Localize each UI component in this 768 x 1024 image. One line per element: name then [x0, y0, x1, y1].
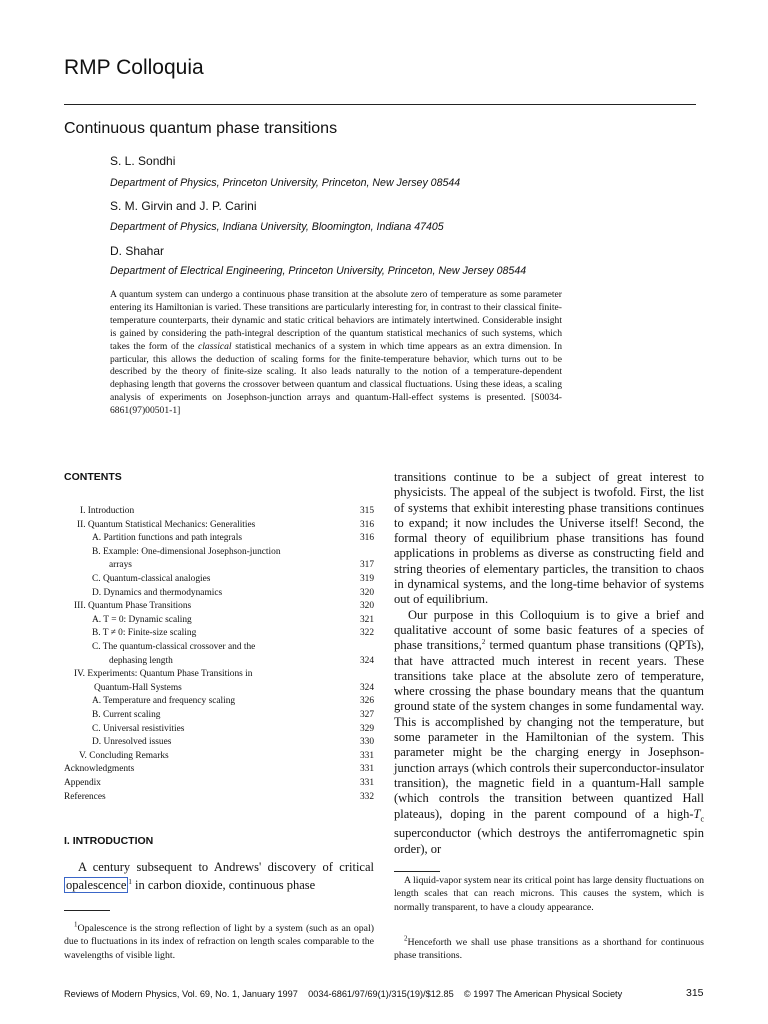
- toc-entry-title: B. T ≠ 0: Finite-size scaling: [92, 628, 197, 639]
- toc-entry-page: 315: [359, 506, 374, 516]
- toc-entry-page: 331: [359, 764, 374, 775]
- toc-entry-title: Acknowledgments: [64, 764, 135, 775]
- author-3: D. Shahar: [110, 244, 165, 258]
- page-number: 315: [686, 987, 704, 999]
- toc-entry: [64, 520, 374, 533]
- toc-entry-page: 317: [359, 560, 374, 571]
- toc-entry-page: 331: [359, 750, 374, 761]
- toc-entry-title: D. Unresolved issues: [92, 737, 172, 748]
- contents-heading: CONTENTS: [64, 471, 122, 483]
- toc-entry: [64, 642, 374, 655]
- footnote-rule: [394, 871, 440, 872]
- toc-entry-page: 322: [359, 628, 374, 639]
- toc-entry-title: B. Current scaling: [92, 710, 161, 720]
- toc-entry: [64, 574, 374, 587]
- toc-entry: [64, 588, 374, 601]
- toc-entry: [64, 560, 374, 573]
- toc-entry: [64, 628, 374, 641]
- introduction-paragraph: A century subsequent to Andrews' discovery of critical opalescence $^1$ in carbon dioxide, continuous phase: [66, 860, 374, 893]
- author-1: S. L. Sondhi: [110, 154, 176, 168]
- toc-entry-page: 331: [359, 778, 374, 788]
- footnote-1: $^1$Opalescence is the strong reflection of light by a system (such as an opal) due to fluctuations in its index of refraction on length scales comparable to the wavelengths of visible light.: [64, 920, 374, 961]
- toc-entry-title: A. Partition functions and path integrals: [92, 533, 242, 544]
- toc-entry-page: 329: [359, 723, 374, 734]
- toc-entry-title: dephasing length: [109, 655, 173, 666]
- footnote-continued: A liquid-vapor system near its critical point has large density fluctuations on length scales that can reach microns. This causes the system, which is normally transparent, to have a cloudy appearance.: [394, 875, 704, 913]
- toc-entry-title: arrays: [109, 560, 132, 571]
- toc-entry: [64, 792, 374, 805]
- toc-entry-title: D. Dynamics and thermodynamics: [92, 587, 223, 598]
- toc-entry-title: References: [64, 791, 106, 802]
- toc-entry-title: C. The quantum-classical crossover and the: [92, 642, 256, 652]
- toc-entry-page: 324: [359, 682, 374, 693]
- toc-entry: [64, 601, 374, 614]
- toc-entry-page: 320: [359, 587, 374, 598]
- toc-entry-page: 316: [359, 519, 374, 530]
- toc-entry-page: 326: [359, 696, 374, 707]
- toc-entry-page: 319: [359, 574, 374, 584]
- toc-entry: [64, 615, 374, 628]
- author-2: S. M. Girvin and J. P. Carini: [110, 199, 257, 213]
- affiliation-1: Department of Physics, Princeton University, Princeton, New Jersey 08544: [110, 177, 461, 189]
- toc-entry: [64, 506, 374, 519]
- introduction-heading: I. INTRODUCTION: [64, 835, 154, 847]
- toc-entry-title: Quantum-Hall Systems: [94, 682, 182, 693]
- toc-entry-title: IV. Experiments: Quantum Phase Transitions in: [74, 669, 253, 680]
- toc-entry: [64, 683, 374, 696]
- toc-entry: [64, 547, 374, 560]
- toc-entry-page: 324: [359, 655, 374, 666]
- right-column-text: [394, 470, 704, 857]
- toc-entry-page: 332: [359, 791, 374, 802]
- toc-entry-title: B. Example: One-dimensional Josephson-junction: [92, 546, 281, 557]
- toc-entry-page: 330: [359, 737, 374, 748]
- title-rule: [64, 104, 696, 105]
- toc-entry-title: III. Quantum Phase Transitions: [74, 601, 192, 612]
- toc-entry-page: 320: [359, 601, 374, 612]
- toc-entry-page: 327: [359, 710, 374, 720]
- paper-title: Continuous quantum phase transitions: [64, 120, 338, 137]
- toc-entry: [64, 533, 374, 546]
- paragraph: transitions continue to be a subject of great interest to physicists. The appeal of the subject is twofold. First, the list of systems that exhibit interesting phase transitions continues to expand; it now includes the Universe itself! Second, the formal theory of equilibrium phase transitions has found applications in problems as diverse as constructing field and string theories of elementary particles, the transition to chaos in dynamical systems, and the long-time behavior of systems out of equilibrium.: [394, 470, 704, 607]
- toc-entry-title: C. Quantum-classical analogies: [92, 574, 211, 584]
- affiliation-3: Department of Electrical Engineering, Princeton University, Princeton, New Jersey 08544: [110, 265, 527, 277]
- toc-entry: [64, 696, 374, 709]
- toc-entry-title: II. Quantum Statistical Mechanics: Generalities: [77, 519, 256, 530]
- toc-entry: [64, 656, 374, 669]
- toc-entry-title: V. Concluding Remarks: [79, 750, 169, 761]
- toc-entry: [64, 764, 374, 777]
- toc-entry-page: 316: [359, 533, 374, 544]
- footnote-rule: [64, 910, 110, 911]
- journal-title: RMP Colloquia: [64, 56, 204, 79]
- abstract: A quantum system can undergo a continuous phase transition at the absolute zero of temperature as some parameter entering its Hamiltonian is varied. These transitions are particularly interesting for, in contrast to their classical finite-temperature counterparts, their dynamic and static critical behaviors are intimately intertwined. Considerable insight is gained by considering the path-integral description of the quantum statistical mechanics of such systems, which takes the form of the classical statistical mechanics of a system in which time appears as an extra dimension. In particular, this allows the deduction of scaling forms for the finite-temperature behavior, which turns out to be described by the theory of finite-size scaling. It also leads naturally to the notion of a temperature-dependent dephasing length that governs the crossover between quantum and classical fluctuations. Using these ideas, a scaling analysis of experiments on Josephson-junction arrays and quantum-Hall-effect systems is presented. [S0034-6861(97)00501-1]: [110, 289, 562, 417]
- toc-entry-title: I. Introduction: [80, 506, 135, 516]
- toc-entry-page: 321: [359, 614, 374, 625]
- toc-entry-title: Appendix: [64, 778, 101, 788]
- toc-entry: [64, 737, 374, 750]
- toc-entry: [64, 778, 374, 791]
- toc-entry-title: C. Universal resistivities: [92, 723, 185, 734]
- toc-entry-title: A. Temperature and frequency scaling: [92, 696, 236, 707]
- toc-entry: [64, 710, 374, 723]
- affiliation-2: Department of Physics, Indiana University, Bloomington, Indiana 47405: [110, 221, 444, 233]
- highlighted-word[interactable]: opalescence: [66, 878, 127, 893]
- paragraph: Our purpose in this Colloquium is to give a brief and qualitative account of some basic features of a species of phase transitions,$^2$ termed quantum phase transitions (QPTs), that have attracted much interest in recent years. These transitions take place at the absolute zero of temperature, where crossing the phase boundary means that the quantum ground state of the system changes in some fundamental way. This is accomplished by changing not the temperature, but some parameter in the Hamiltonian of the system. This parameter might be the charging energy in Josephson-junction arrays (which controls their superconductor-insulator transition), the magnetic field in a quantum-Hall sample (which controls the transition between quantized Hall plateaus), doping in the parent compound of a high-$T_c$ superconductor (which destroys the antiferromagnetic spin order), or: [394, 607, 705, 856]
- footer-citation: Reviews of Modern Physics, Vol. 69, No. 1, January 1997 0034-6861/97/69(1)/315(19)/$12.85 © 1997 The American Physical Society: [64, 989, 623, 999]
- footnote-2: $^2$Henceforth we shall use phase transitions as a shorthand for continuous phase transitions.: [394, 934, 704, 962]
- toc-entry: [64, 669, 374, 682]
- toc-entry: [64, 724, 374, 737]
- toc-entry: [64, 751, 374, 764]
- toc-entry-title: A. T = 0: Dynamic scaling: [92, 614, 192, 625]
